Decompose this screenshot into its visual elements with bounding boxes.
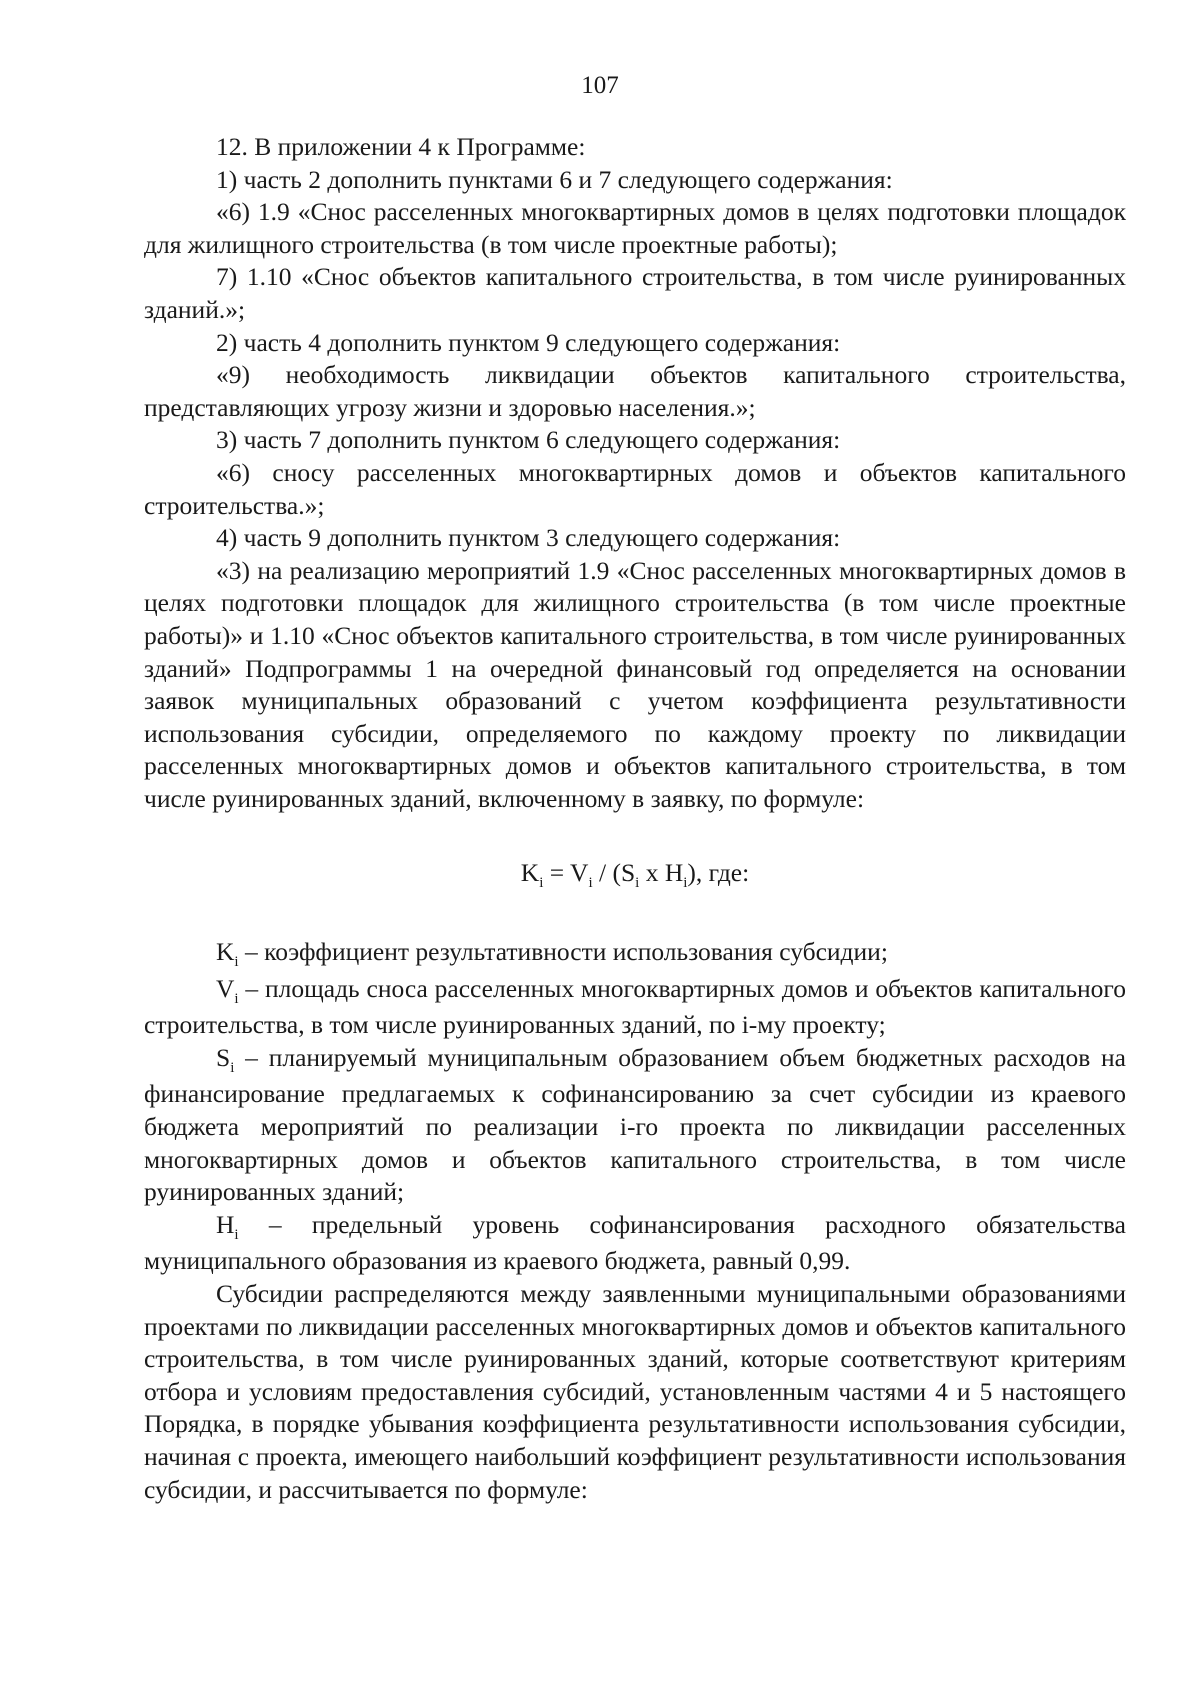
definition-v: $V_i$ – площадь сноса расселенных многоквартирных домов и объектов капитального строительства, в том числе руинированных зданий, по i-му проекту; bbox=[144, 973, 1126, 1040]
paragraph: 12. В приложении 4 к Программе: bbox=[216, 132, 586, 161]
definition-s: $S_i$ – планируемый муниципальным образованием объем бюджетных расходов на финансирование предлагаемых к софинансированию за счет субсидии из краевого бюджета мероприятий по реализации i-го проекта по ликвидации расселенных многоквартирных домов и объектов капитального строительства, в том числе руинированных зданий; bbox=[144, 1042, 1126, 1207]
paragraph: 1) часть 2 дополнить пунктами 6 и 7 следующего содержания: bbox=[216, 164, 893, 194]
document-body bbox=[144, 131, 1126, 1506]
paragraph: «6) сносу расселенных многоквартирных домов и объектов капитального строительства.»; bbox=[144, 457, 1126, 520]
paragraph: «3) на реализацию мероприятий 1.9 «Снос расселенных многоквартирных домов в целях подготовки площадок для жилищного строительства (в том числе проектные работы)» и 1.10 «Снос объектов капитального строительства, в том числе руинированных зданий» Подпрограммы 1 на очередной финансовый год определяется на основании заявок муниципальных образований с учетом коэффициента результативности использования субсидии, определяемого по каждому проекту по ликвидации расселенных многоквартирных домов и объектов капитального строительства, в том числе руинированных зданий, включенному в заявку, по формуле: bbox=[144, 555, 1126, 813]
paragraph: «9) необходимость ликвидации объектов капитального строительства, представляющих угрозу жизни и здоровью населения.»; bbox=[144, 360, 1126, 422]
paragraph: 3) часть 7 дополнить пунктом 6 следующего содержания: bbox=[216, 425, 841, 455]
page-number: 107 bbox=[581, 72, 619, 99]
paragraph: 4) часть 9 дополнить пунктом 3 следующего содержания: bbox=[216, 523, 841, 553]
definition-h: $H_i$ – предельный уровень софинансирования расходного обязательства муниципального образования из краевого бюджета, равный 0,99. bbox=[144, 1209, 1126, 1276]
paragraph: «6) 1.9 «Снос расселенных многоквартирных домов в целях подготовки площадок для жилищного строительства (в том числе проектные работы); bbox=[144, 197, 1126, 259]
definition-k: $K_i$ – коэффициент результативности использования субсидии; bbox=[216, 937, 888, 971]
paragraph: 2) часть 4 дополнить пунктом 9 следующего содержания: bbox=[216, 327, 841, 357]
closing-paragraph: Субсидии распределяются между заявленными муниципальными образованиями проектами по ликвидации расселенных многоквартирных домов и объектов капитального строительства, в том числе руинированных зданий, которые соответствуют критериям отбора и условиям предоставления субсидий, установленным частями 4 и 5 настоящего Порядка, в порядке убывания коэффициента результативности использования субсидии, начиная с проекта, имеющего наибольший коэффициент результативности использования субсидии, и рассчитывается по формуле: bbox=[144, 1279, 1126, 1504]
paragraph: 7) 1.10 «Снос объектов капитального строительства, в том числе руинированных зданий.»; bbox=[144, 262, 1126, 324]
formula: $K_i = V_i / (S_i$ x $H_i$), где: bbox=[520, 858, 750, 892]
